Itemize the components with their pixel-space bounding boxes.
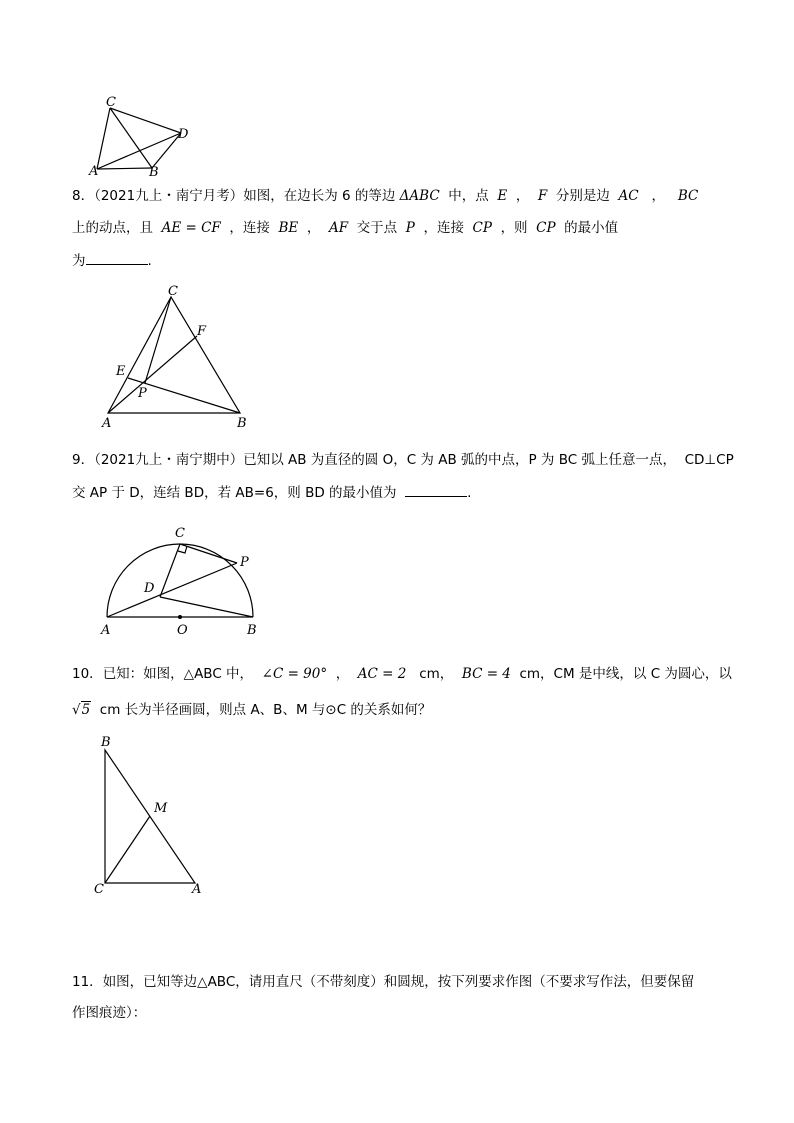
q8-sep-2: ， <box>651 188 665 204</box>
label-d: D <box>144 581 155 596</box>
q8-point-p: P <box>405 220 415 236</box>
center-dot <box>178 615 182 619</box>
q9-text-1: 已知以 AB 为直径的圆 O，C 为 AB 弧的中点，P 为 BC 弧上任意一点， <box>243 452 676 468</box>
label-c: C <box>168 284 178 299</box>
q11-line-1 <box>72 972 694 992</box>
q9-text-3: 交 AP 于 D，连结 BD，若 AB=6，则 BD 的最小值为 <box>72 485 397 501</box>
q10-line-2 <box>72 700 431 720</box>
figure-equilateral-triangle <box>98 280 268 430</box>
q8-answer-blank[interactable] <box>86 250 148 265</box>
q9-line-1 <box>72 450 734 470</box>
q11-number: 11． <box>72 974 103 990</box>
q10-bc: BC = 4 <box>461 666 511 682</box>
q8-text-4: 上的动点，且 <box>72 220 153 236</box>
segment-bd <box>152 133 181 168</box>
q10-text-2: cm，CM 是中线，以 C 为圆心，以 <box>519 666 732 682</box>
q8-number: 8． <box>72 188 95 204</box>
figure-right-triangle <box>90 732 215 897</box>
label-a: A <box>101 623 111 638</box>
q8-line-3 <box>72 250 152 271</box>
q8-segment-cp-2: CP <box>536 220 556 236</box>
q8-text-5: ，连接 <box>229 220 270 236</box>
q9-text-2: CD⊥CP <box>684 452 734 468</box>
q10-angle: ∠C = 90° <box>261 666 328 682</box>
q8-text-1: 如图，在边长为 6 的等边 <box>243 188 396 204</box>
label-b: B <box>101 735 111 750</box>
q9-source: （2021九上・南宁期中） <box>94 452 244 468</box>
label-d: D <box>178 127 189 142</box>
q8-text-2: 中，点 <box>448 188 489 204</box>
q8-sep-3: ， <box>306 220 321 236</box>
segment-ca <box>97 108 110 169</box>
q10-unit-1: cm， <box>419 666 454 682</box>
q8-line-2 <box>72 218 618 238</box>
q8-sep-1: ， <box>515 188 530 204</box>
segment-cd <box>110 108 181 133</box>
q9-number: 9． <box>72 452 95 468</box>
q8-segment-cp: CP <box>472 220 492 236</box>
q8-triangle: ΔABC <box>399 188 440 204</box>
semicircle-arc <box>107 544 253 617</box>
label-m: M <box>154 801 168 816</box>
label-c: C <box>94 882 104 897</box>
label-p: P <box>240 555 249 570</box>
label-b: B <box>237 416 247 431</box>
segment-ad <box>97 133 181 169</box>
figure-quadrilateral-abcd <box>88 92 198 182</box>
segment-ab <box>97 168 152 169</box>
median-cm <box>105 816 150 883</box>
q8-text-6: 交于点 <box>356 220 398 236</box>
q8-source: （2021九上・南宁月考） <box>94 188 244 204</box>
q9-line-2 <box>72 482 471 503</box>
segment-cb <box>110 108 152 168</box>
q11-line-2 <box>72 1003 146 1023</box>
q8-point-f: F <box>537 188 548 204</box>
q10-ac: AC = 2 <box>357 666 407 682</box>
q8-equation: AE = CF <box>161 220 221 236</box>
label-a: A <box>89 164 99 179</box>
label-e: E <box>116 364 126 379</box>
label-o: O <box>177 623 188 638</box>
segment-cd <box>160 544 180 597</box>
q9-answer-blank[interactable] <box>405 482 467 497</box>
segment-bd <box>160 597 253 617</box>
label-p: P <box>138 386 147 401</box>
label-b: B <box>247 623 257 638</box>
q10-text-1: 已知：如图，△ABC 中， <box>102 666 254 682</box>
q8-side-bc: BC <box>677 188 699 204</box>
q8-text-9: 的最小值 <box>564 220 619 236</box>
q10-number: 10． <box>72 666 103 682</box>
q8-text-10: 为 <box>72 253 86 269</box>
q8-segment-be: BE <box>278 220 299 236</box>
label-a: A <box>102 416 112 431</box>
q8-point-e: E <box>497 188 508 204</box>
q8-side-ac: AC <box>618 188 639 204</box>
q10-sqrt: √5 <box>72 702 91 718</box>
q8-line-1 <box>72 186 698 206</box>
q8-text-8: ，则 <box>500 220 528 236</box>
q10-line-1 <box>72 664 732 684</box>
q8-text-7: ，连接 <box>423 220 464 236</box>
q10-sep-1: ， <box>335 666 350 682</box>
label-a: A <box>192 882 202 897</box>
label-f: F <box>197 324 207 339</box>
segment-cp <box>180 544 237 563</box>
figure-semicircle <box>98 522 268 642</box>
q11-text-2: 作图痕迹）： <box>72 1005 147 1021</box>
q10-text-3: cm 长为半径画圆，则点 A、B、M 与⊙C 的关系如何？ <box>99 702 432 718</box>
q10-radicand: 5 <box>81 702 91 718</box>
label-c: C <box>106 95 116 110</box>
q8-segment-af: AF <box>328 220 349 236</box>
q9-end: . <box>467 485 472 501</box>
label-b: B <box>149 165 159 180</box>
q8-text-3: 分别是边 <box>555 188 610 204</box>
q8-end: . <box>147 253 152 269</box>
label-c: C <box>175 526 185 541</box>
q11-text-1: 如图，已知等边△ABC，请用直尺（不带刻度）和圆规，按下列要求作图（不要求写作法，但要保留 <box>102 974 695 990</box>
